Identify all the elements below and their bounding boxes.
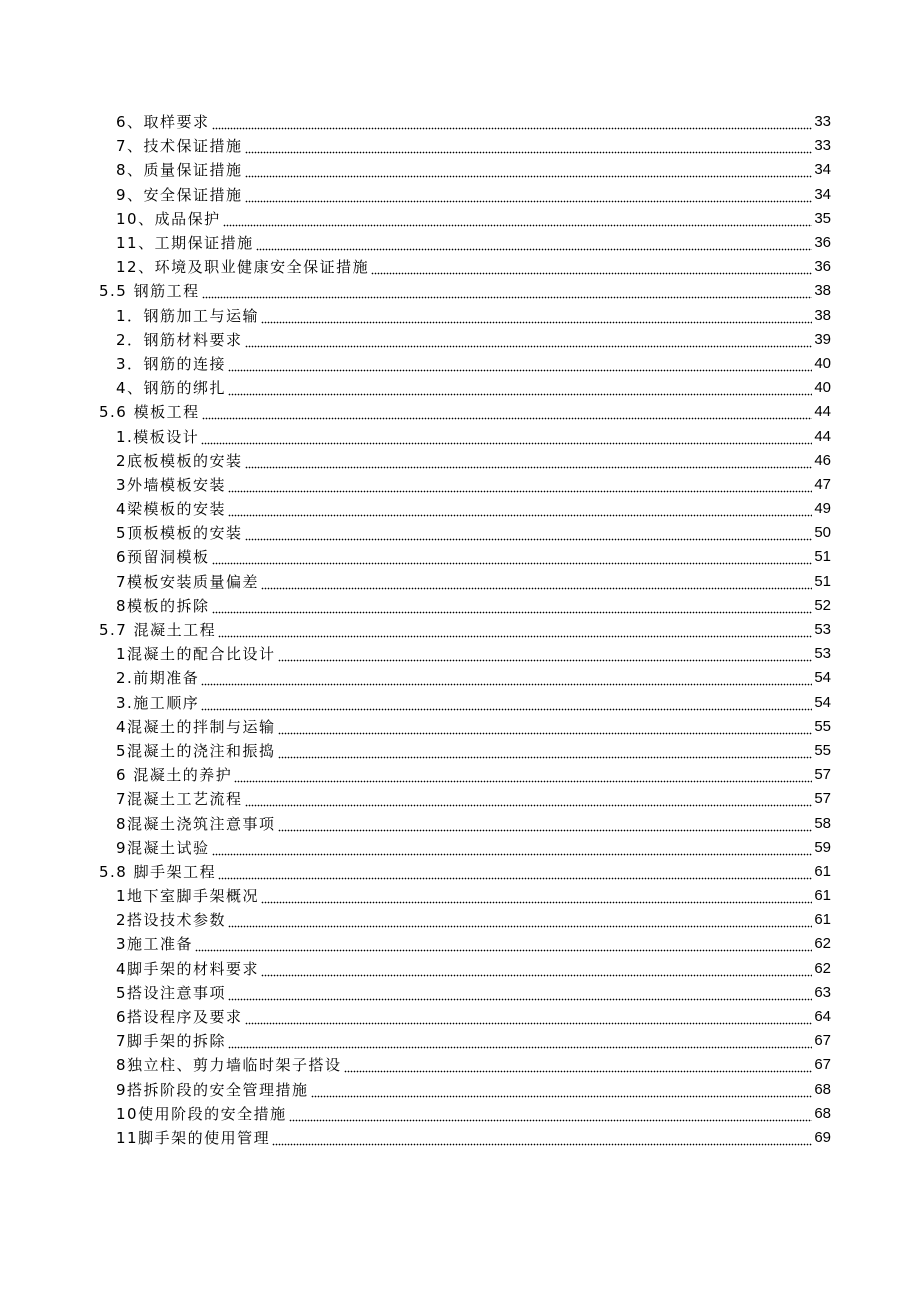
toc-entry-page: 47 bbox=[814, 475, 831, 493]
toc-entry[interactable] bbox=[0, 328, 920, 352]
toc-entry-page: 68 bbox=[814, 1080, 831, 1098]
dot-leader bbox=[234, 765, 812, 785]
toc-entry[interactable] bbox=[0, 884, 920, 908]
toc-entry-title: 7脚手架的拆除 bbox=[116, 1032, 227, 1051]
dot-leader bbox=[202, 402, 813, 422]
toc-entry[interactable] bbox=[0, 1029, 920, 1053]
toc-entry-title: 9搭拆阶段的安全管理措施 bbox=[116, 1080, 309, 1099]
toc-entry-page: 57 bbox=[814, 790, 831, 808]
toc-entry-page: 55 bbox=[814, 717, 831, 735]
toc-entry[interactable] bbox=[0, 134, 920, 158]
toc-entry-page: 61 bbox=[814, 862, 831, 880]
dot-leader bbox=[228, 910, 812, 930]
toc-entry[interactable] bbox=[0, 110, 920, 134]
toc-entry[interactable] bbox=[0, 473, 920, 497]
toc-entry-page: 53 bbox=[814, 645, 831, 663]
toc-entry[interactable] bbox=[0, 763, 920, 787]
toc-entry-title: 6 混凝土的养护 bbox=[116, 766, 233, 785]
dot-leader bbox=[278, 814, 813, 834]
dot-leader bbox=[201, 693, 812, 713]
toc-entry[interactable] bbox=[0, 231, 920, 255]
toc-entry[interactable] bbox=[0, 787, 920, 811]
toc-entry[interactable] bbox=[0, 255, 920, 279]
dot-leader bbox=[228, 475, 812, 495]
dot-leader bbox=[228, 1031, 812, 1051]
toc-entry[interactable] bbox=[0, 1005, 920, 1029]
toc-entry-title: 1．钢筋加工与运输 bbox=[116, 306, 260, 325]
toc-entry-page: 54 bbox=[814, 669, 831, 687]
dot-leader bbox=[228, 378, 812, 398]
toc-entry-title: 3．钢筋的连接 bbox=[116, 354, 227, 373]
dot-leader bbox=[311, 1080, 813, 1100]
toc-entry-page: 36 bbox=[814, 258, 831, 276]
toc-entry-page: 38 bbox=[814, 282, 831, 300]
toc-entry-page: 35 bbox=[814, 209, 831, 227]
dot-leader bbox=[278, 717, 813, 737]
toc-entry[interactable] bbox=[0, 352, 920, 376]
toc-entry[interactable] bbox=[0, 642, 920, 666]
toc-entry-title: 5混凝土的浇注和振捣 bbox=[116, 741, 276, 760]
toc-entry[interactable] bbox=[0, 594, 920, 618]
toc-entry-page: 49 bbox=[814, 500, 831, 518]
toc-entry-page: 44 bbox=[814, 403, 831, 421]
toc-entry[interactable] bbox=[0, 376, 920, 400]
toc-entry[interactable] bbox=[0, 1102, 920, 1126]
toc-entry-title: 3施工准备 bbox=[116, 935, 194, 954]
toc-entry-title: 9混凝土试验 bbox=[116, 838, 210, 857]
dot-leader bbox=[212, 596, 813, 616]
toc-entry-page: 51 bbox=[814, 548, 831, 566]
dot-leader bbox=[201, 427, 812, 447]
toc-entry-title: 5顶板模板的安装 bbox=[116, 524, 243, 543]
toc-entry-title: 2底板模板的安装 bbox=[116, 451, 243, 470]
toc-entry-page: 50 bbox=[814, 524, 831, 542]
dot-leader bbox=[212, 547, 813, 567]
toc-entry-title: 2．钢筋材料要求 bbox=[116, 330, 243, 349]
toc-entry-page: 34 bbox=[814, 161, 831, 179]
toc-section-heading[interactable] bbox=[0, 618, 920, 642]
dot-leader bbox=[344, 1055, 813, 1075]
toc-entry-page: 61 bbox=[814, 887, 831, 905]
toc-entry-title: 12、环境及职业健康安全保证措施 bbox=[116, 258, 370, 277]
toc-entry-title: 11、工期保证措施 bbox=[116, 234, 254, 253]
toc-entry[interactable] bbox=[0, 932, 920, 956]
toc-entry-page: 40 bbox=[814, 354, 831, 372]
toc-entry[interactable] bbox=[0, 691, 920, 715]
toc-entry-page: 53 bbox=[814, 621, 831, 639]
toc-entry-page: 59 bbox=[814, 838, 831, 856]
toc-entry-title: 7模板安装质量偏差 bbox=[116, 572, 260, 591]
toc-entry-title: 6、取样要求 bbox=[116, 113, 210, 132]
toc-entry-title: 11脚手架的使用管理 bbox=[116, 1128, 271, 1147]
toc-entry-title: 6预留洞模板 bbox=[116, 548, 210, 567]
dot-leader bbox=[245, 451, 813, 471]
toc-entry-title: 8独立柱、剪力墙临时架子搭设 bbox=[116, 1056, 342, 1075]
toc-entry-page: 62 bbox=[814, 935, 831, 953]
toc-entry[interactable] bbox=[0, 570, 920, 594]
toc-entry[interactable] bbox=[0, 715, 920, 739]
dot-leader bbox=[261, 306, 812, 326]
dot-leader bbox=[212, 838, 813, 858]
toc-entry-page: 38 bbox=[814, 306, 831, 324]
dot-leader bbox=[245, 1007, 813, 1027]
toc-entry-title: 6搭设程序及要求 bbox=[116, 1008, 243, 1027]
toc-entry[interactable] bbox=[0, 424, 920, 448]
toc-entry-page: 54 bbox=[814, 693, 831, 711]
toc-entry-page: 40 bbox=[814, 379, 831, 397]
dot-leader bbox=[202, 281, 813, 301]
toc-entry-title: 1.模板设计 bbox=[116, 427, 200, 446]
toc-entry[interactable] bbox=[0, 1126, 920, 1150]
toc-entry[interactable] bbox=[0, 908, 920, 932]
toc-section-heading[interactable] bbox=[0, 400, 920, 424]
toc-section-heading[interactable] bbox=[0, 860, 920, 884]
toc-entry[interactable] bbox=[0, 304, 920, 328]
toc-entry-page: 69 bbox=[814, 1128, 831, 1146]
dot-leader bbox=[245, 136, 813, 156]
toc-entry[interactable] bbox=[0, 836, 920, 860]
toc-entry-title: 8混凝土浇筑注意事项 bbox=[116, 814, 276, 833]
toc-entry[interactable] bbox=[0, 666, 920, 690]
dot-leader bbox=[195, 934, 812, 954]
toc-entry[interactable] bbox=[0, 497, 920, 521]
toc-entry-page: 67 bbox=[814, 1056, 831, 1074]
dot-leader bbox=[278, 644, 813, 664]
toc-entry-title: 3.施工顺序 bbox=[116, 693, 200, 712]
toc-entry-page: 39 bbox=[814, 330, 831, 348]
toc-entry[interactable] bbox=[0, 981, 920, 1005]
dot-leader bbox=[261, 572, 812, 592]
toc-entry-page: 34 bbox=[814, 185, 831, 203]
toc-entry[interactable] bbox=[0, 521, 920, 545]
dot-leader bbox=[278, 741, 813, 761]
dot-leader bbox=[261, 886, 812, 906]
toc-entry-title: 5.8 脚手架工程 bbox=[99, 862, 217, 881]
toc-entry-page: 68 bbox=[814, 1104, 831, 1122]
toc-entry-page: 61 bbox=[814, 911, 831, 929]
dot-leader bbox=[228, 499, 812, 519]
toc-entry-title: 3外墙模板安装 bbox=[116, 475, 227, 494]
toc-entry[interactable] bbox=[0, 811, 920, 835]
dot-leader bbox=[201, 668, 812, 688]
dot-leader bbox=[223, 209, 813, 229]
dot-leader bbox=[212, 112, 813, 132]
toc-entry-title: 4梁模板的安装 bbox=[116, 500, 227, 519]
toc-entry[interactable] bbox=[0, 207, 920, 231]
toc-entry-title: 10使用阶段的安全措施 bbox=[116, 1104, 287, 1123]
toc-entry[interactable] bbox=[0, 739, 920, 763]
toc-entry[interactable] bbox=[0, 1053, 920, 1077]
table-of-contents bbox=[0, 110, 920, 1150]
dot-leader bbox=[256, 233, 813, 253]
toc-entry-title: 2.前期准备 bbox=[116, 669, 200, 688]
toc-entry-title: 1混凝土的配合比设计 bbox=[116, 645, 276, 664]
toc-entry-title: 8、质量保证措施 bbox=[116, 161, 243, 180]
dot-leader bbox=[371, 257, 812, 277]
toc-entry-title: 10、成品保护 bbox=[116, 209, 221, 228]
toc-entry-page: 46 bbox=[814, 451, 831, 469]
dot-leader bbox=[272, 1128, 812, 1148]
toc-entry-page: 57 bbox=[814, 766, 831, 784]
toc-entry-title: 4混凝土的拌制与运输 bbox=[116, 717, 276, 736]
toc-entry[interactable] bbox=[0, 158, 920, 182]
toc-entry-title: 7、技术保证措施 bbox=[116, 137, 243, 156]
toc-entry-page: 52 bbox=[814, 596, 831, 614]
toc-entry-page: 33 bbox=[814, 113, 831, 131]
toc-entry[interactable] bbox=[0, 545, 920, 569]
dot-leader bbox=[245, 789, 813, 809]
toc-entry-title: 1地下室脚手架概况 bbox=[116, 887, 260, 906]
toc-entry[interactable] bbox=[0, 1078, 920, 1102]
toc-entry-title: 9、安全保证措施 bbox=[116, 185, 243, 204]
toc-entry-title: 7混凝土工艺流程 bbox=[116, 790, 243, 809]
dot-leader bbox=[218, 862, 812, 882]
dot-leader bbox=[228, 354, 812, 374]
toc-section-heading[interactable] bbox=[0, 279, 920, 303]
toc-entry-page: 62 bbox=[814, 959, 831, 977]
dot-leader bbox=[245, 330, 813, 350]
dot-leader bbox=[261, 959, 812, 979]
toc-entry-title: 5.5 钢筋工程 bbox=[99, 282, 200, 301]
toc-entry-title: 5.7 混凝土工程 bbox=[99, 621, 217, 640]
toc-entry-page: 64 bbox=[814, 1008, 831, 1026]
toc-entry-page: 63 bbox=[814, 983, 831, 1001]
toc-entry-title: 4脚手架的材料要求 bbox=[116, 959, 260, 978]
dot-leader bbox=[245, 523, 813, 543]
toc-entry[interactable] bbox=[0, 449, 920, 473]
toc-entry[interactable] bbox=[0, 957, 920, 981]
toc-entry-title: 5搭设注意事项 bbox=[116, 983, 227, 1002]
dot-leader bbox=[218, 620, 812, 640]
dot-leader bbox=[289, 1104, 813, 1124]
toc-entry-page: 58 bbox=[814, 814, 831, 832]
toc-entry-page: 36 bbox=[814, 234, 831, 252]
dot-leader bbox=[245, 185, 813, 205]
toc-entry-title: 4、钢筋的绑扎 bbox=[116, 379, 227, 398]
toc-entry-page: 67 bbox=[814, 1032, 831, 1050]
toc-entry-title: 5.6 模板工程 bbox=[99, 403, 200, 422]
toc-entry[interactable] bbox=[0, 183, 920, 207]
dot-leader bbox=[245, 160, 813, 180]
toc-entry-page: 51 bbox=[814, 572, 831, 590]
dot-leader bbox=[228, 983, 812, 1003]
toc-entry-title: 2搭设技术参数 bbox=[116, 911, 227, 930]
toc-entry-title: 8模板的拆除 bbox=[116, 596, 210, 615]
toc-entry-page: 44 bbox=[814, 427, 831, 445]
toc-entry-page: 33 bbox=[814, 137, 831, 155]
toc-entry-page: 55 bbox=[814, 741, 831, 759]
